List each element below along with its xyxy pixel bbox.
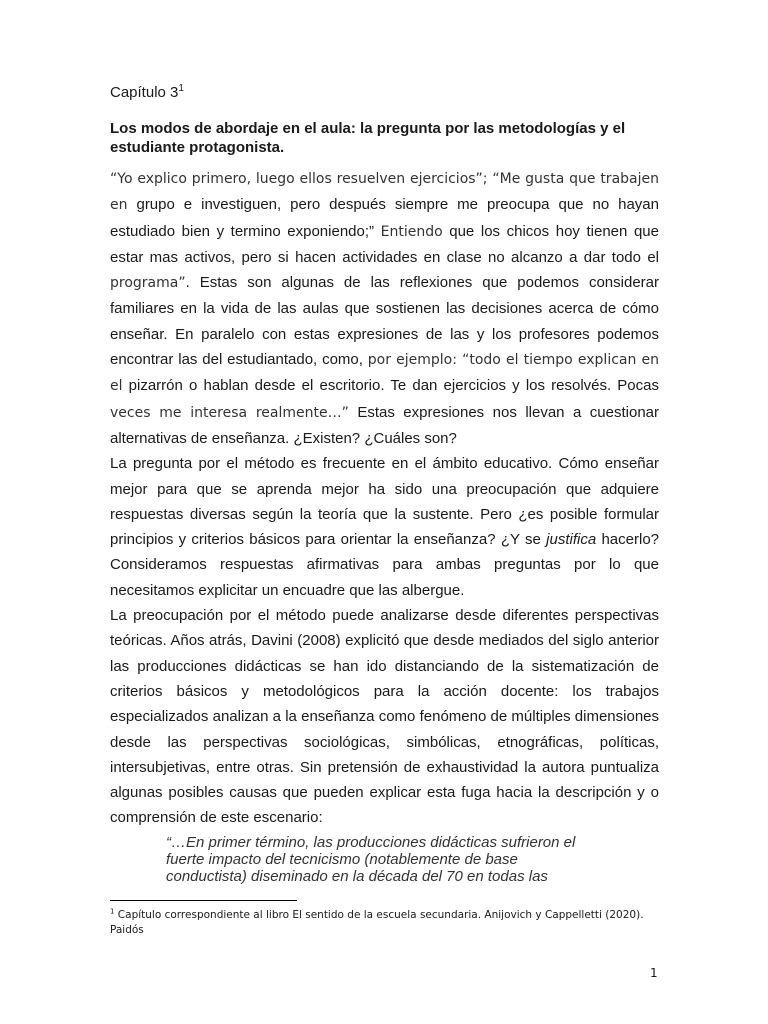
footnote-reference: 1 (178, 83, 184, 94)
page-number: 1 (650, 966, 658, 980)
footnote-divider (110, 900, 297, 901)
quote-text: “Yo explico primero, luego ellos resuelven ejercicios”; “Me gusta que trabajen en (110, 171, 659, 214)
quote-text: programa” (110, 275, 186, 292)
paragraph-text: Estas expresiones nos llevan a cuestionar alternativas de enseñanza. ¿Existen? ¿Cuáles son? (110, 403, 660, 447)
chapter-heading (110, 84, 184, 102)
paragraph-1 (110, 166, 659, 451)
paragraph-3: La preocupación por el método puede analizarse desde diferentes perspectivas teóricas. Años atrás, Davini (2008) explicitó que desde mediados del siglo anterior las producciones didácticas se han ido distanciando de la sistematización de criterios básicos y metodológicos para la acción docente: los trabajos especializados analizan a la enseñanza como fenómeno de múltiples dimensiones desde las perspectivas sociológicas, simbólicas, etnográficas, políticas, intersubjetivas, entre otras. Sin pretensión de exhaustividad la autora puntualiza algunas posibles causas que pueden explicar esta fuga hacia la descripción y o comprensión de este escenario: (110, 607, 659, 827)
footnote-number: 1 (110, 907, 115, 916)
quote-text: veces me interesa realmente…” (110, 404, 349, 421)
quote-text: Entiendo (380, 223, 443, 240)
paragraph-text: grupo e investiguen, pero después siempre me preocupa que no hayan estudiado bien y termino exponiendo;” (110, 196, 659, 240)
footnote-text: Capítulo correspondiente al libro El sentido de la escuela secundaria. Anijovich y Cappelletti (2020). Paidós (110, 909, 644, 936)
emphasis-text: justifica (546, 531, 597, 549)
paragraph-text: La pregunta por el método es frecuente en el ámbito educativo. Cómo enseñar mejor para que se aprenda mejor ha sido una preocupación que adquiere respuestas diversas según la teoría que la sustente. Pero ¿es posible formular principios y criterios básicos para orientar la enseñanza? ¿Y se (110, 455, 659, 549)
body-text (110, 166, 659, 831)
quote-text: por ejemplo: “todo el tiempo explican en el (110, 352, 659, 395)
paragraph-2 (110, 451, 659, 603)
section-title: Los modos de abordaje en el aula: la pregunta por las metodologías y el estudiante protagonista. (110, 120, 626, 156)
quote-line: “…En primer término, las producciones didácticas sufrieron el (166, 834, 576, 851)
paragraph-text: que los chicos hoy tienen que estar mas activos, pero si hacen actividades en clase no alcanzo a dar todo el (110, 222, 659, 266)
quote-line: fuerte impacto del tecnicismo (notablemente de base (166, 851, 518, 868)
paragraph-text: hacerlo? Consideramos respuestas afirmativas para ambas preguntas por lo que necesitamos explicitar un encuadre que las albergue. (110, 531, 659, 599)
block-quote (166, 834, 606, 885)
paragraph-text: . Estas son algunas de las reflexiones que podemos considerar familiares en la vida de las aulas que sostienen las decisiones acerca de cómo enseñar. En paralelo con estas expresiones de las y los profesores podemos encontrar las del estudiantado, como, (110, 274, 659, 369)
footnote (110, 908, 670, 938)
chapter-label: Capítulo 3 (110, 84, 179, 101)
quote-line: conductista) diseminado en la década del 70 en todas las (166, 868, 548, 885)
paragraph-text: pizarrón o hablan desde el escritorio. Te dan ejercicios y los resolvés. Pocas (122, 377, 659, 395)
